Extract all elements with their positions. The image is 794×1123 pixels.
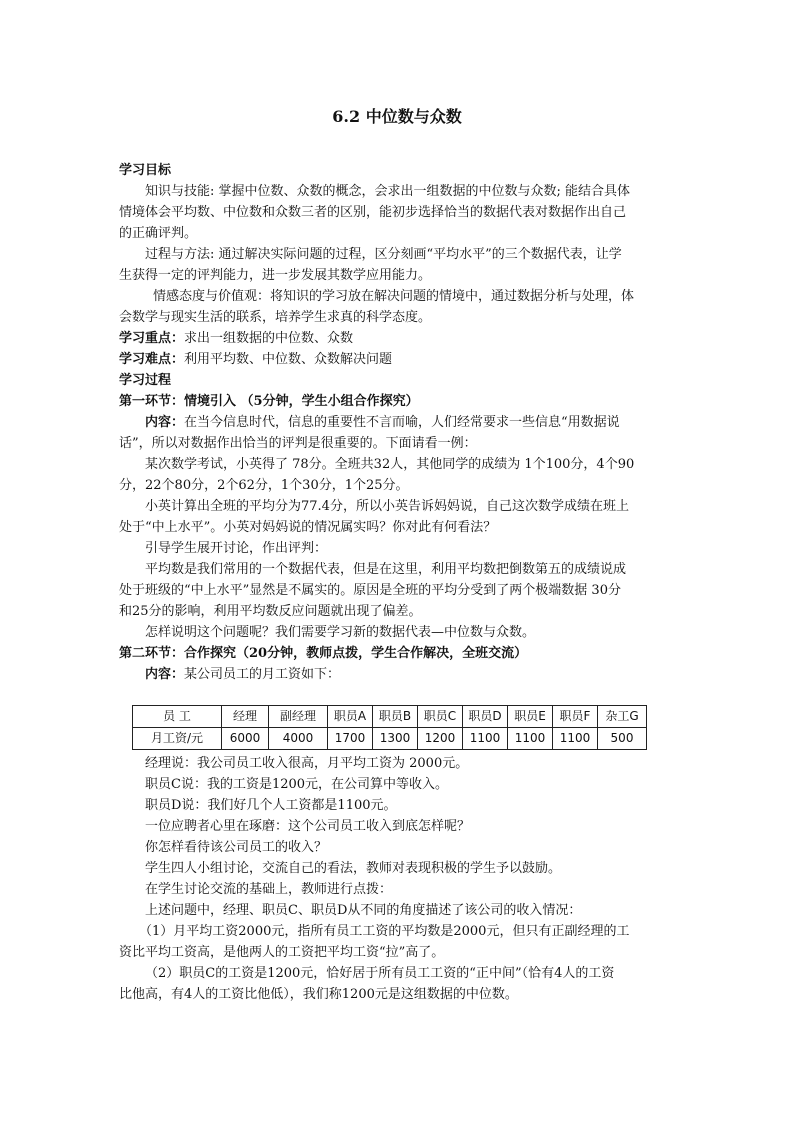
section1-line: 在当今信息时代，信息的重要性不言而喻，人们经常要求一些信息“用数据说 [184,415,620,430]
section1-line: 某次数学考试，小英得了 78分。全班共32人，其他同学的成绩为 1个100分，4个90 [145,457,635,472]
table-cell: 500 [598,728,647,750]
table-header-cell: 职员A [328,706,373,728]
section2-heading: 第二环节：合作探究（20分钟，教师点拨，学生合作解决，全班交流） [119,646,528,661]
difficulty-label: 学习难点： [119,352,185,367]
section2-content [119,664,681,685]
process-heading: 学习过程 [119,373,172,388]
goal-line: 的正确评判。 [119,226,198,241]
goal-line: 会数学与现实生活的联系，培养学生求真的科学态度。 [119,310,432,325]
section2-line: 一位应聘者心里在琢磨：这个公司员工收入到底怎样呢？ [145,819,471,834]
section2-line: 经理说：我公司员工收入很高，月平均工资为 2000元。 [145,756,469,771]
difficulty [119,349,681,370]
section2-line: 职员C说：我的工资是1200元，在公司算中等收入。 [145,777,449,792]
section1-line: 平均数是我们常用的一个数据代表，但是在这里，利用平均数把倒数第五的成绩说成 [145,562,627,577]
section1-heading: 第一环节：情境引入 （5分钟，学生小组合作探究） [119,394,419,409]
table-header-cell: 副经理 [269,706,328,728]
table-header-cell: 杂工G [598,706,647,728]
goals-heading: 学习目标 [119,163,172,178]
table-cell: 4000 [269,728,328,750]
table-cell: 1200 [418,728,463,750]
key-point-text: 求出一组数据的中位数、众数 [184,331,354,346]
section1-line: 和25分的影响，利用平均数反应问题就出现了偏差。 [119,604,422,619]
section2-line: 职员D说：我们好几个人工资都是1100元。 [145,798,397,813]
table-header-cell: 职员F [553,706,598,728]
table-cell: 1300 [373,728,418,750]
section2-content-label: 内容： [145,667,185,682]
table-header-cell: 员 工 [133,706,222,728]
goal-line: 生获得一定的评判能力，进一步发展其数学应用能力。 [119,268,432,283]
wage-table-wrap [119,685,681,753]
table-cell: 1700 [328,728,373,750]
section2-line: 资比平均工资高，是他两人的工资把平均工资“拉”高了。 [119,945,445,960]
document-body [119,160,681,1005]
difficulty-text: 利用平均数、中位数、众数解决问题 [184,352,393,367]
section1-line: 处于班级的“中上水平”显然是不属实的。原因是全班的平均分受到了两个极端数据 30分 [119,583,621,598]
table-cell: 1100 [508,728,553,750]
table-cell: 6000 [222,728,269,750]
wage-table [132,705,647,750]
table-header-row [133,706,647,728]
table-row [133,728,647,750]
table-header-cell: 职员C [418,706,463,728]
goal-line: 情境体会平均数、中位数和众数三者的区别，能初步选择恰当的数据代表对数据作出自己 [119,205,627,220]
goal-line: 知识与技能: 掌握中位数、众数的概念，会求出一组数据的中位数与众数; 能结合具体 [145,184,631,199]
section1-line: 处于“中上水平”。小英对妈妈说的情况属实吗？你对此有何看法？ [119,520,497,535]
table-header-cell: 经理 [222,706,269,728]
section2-line: 比他高，有4人的工资比他低），我们称1200元是这组数据的中位数。 [119,987,518,1002]
section1-line: 话”，所以对数据作出恰当的评判是很重要的。下面请看一例： [119,436,477,451]
section2-line: 学生四人小组讨论，交流自己的看法，教师对表现积极的学生予以鼓励。 [145,861,562,876]
section1-line: 怎样说明这个问题呢？我们需要学习新的数据代表—中位数与众数。 [145,625,536,640]
table-cell: 1100 [463,728,508,750]
section1-line: 小英计算出全班的平均分为77.4分，所以小英告诉妈妈说，自己这次数学成绩在班上 [145,499,629,514]
table-header-cell: 职员B [373,706,418,728]
section1-content [119,412,681,433]
section2-line: 上述问题中，经理、职员C、职员D从不同的角度描述了该公司的收入情况： [145,903,582,918]
table-row-label: 月工资/元 [133,728,222,750]
section2-line: （2）职员C的工资是1200元，恰好居于所有员工工资的“正中间”（恰有4人的工资 [145,966,615,981]
key-point-label: 学习重点： [119,331,185,346]
section2-content-text: 某公司员工的月工资如下： [184,667,341,682]
key-point [119,328,681,349]
goal-line: 过程与方法: 通过解决实际问题的过程，区分刻画“平均水平”的三个数据代表，让学 [145,247,622,262]
table-cell: 1100 [553,728,598,750]
section2-line: （1）月平均工资2000元，指所有员工工资的平均数是2000元，但只有正副经理的工 [139,924,630,939]
page-title: 6.2 中位数与众数 [332,107,462,126]
table-header-cell: 职员E [508,706,553,728]
section2-line: 在学生讨论交流的基础上，教师进行点拨： [145,882,393,897]
section1-line: 分，22个80分，2个62分，1个30分，1个25分。 [119,478,409,493]
goal-line: 情感态度与价值观：将知识的学习放在解决问题的情境中，通过数据分析与处理，体 [153,289,635,304]
section2-line: 你怎样看待该公司员工的收入？ [145,840,328,855]
section1-line: 引导学生展开讨论，作出评判： [145,541,328,556]
table-header-cell: 职员D [463,706,508,728]
section1-content-label: 内容： [145,415,185,430]
